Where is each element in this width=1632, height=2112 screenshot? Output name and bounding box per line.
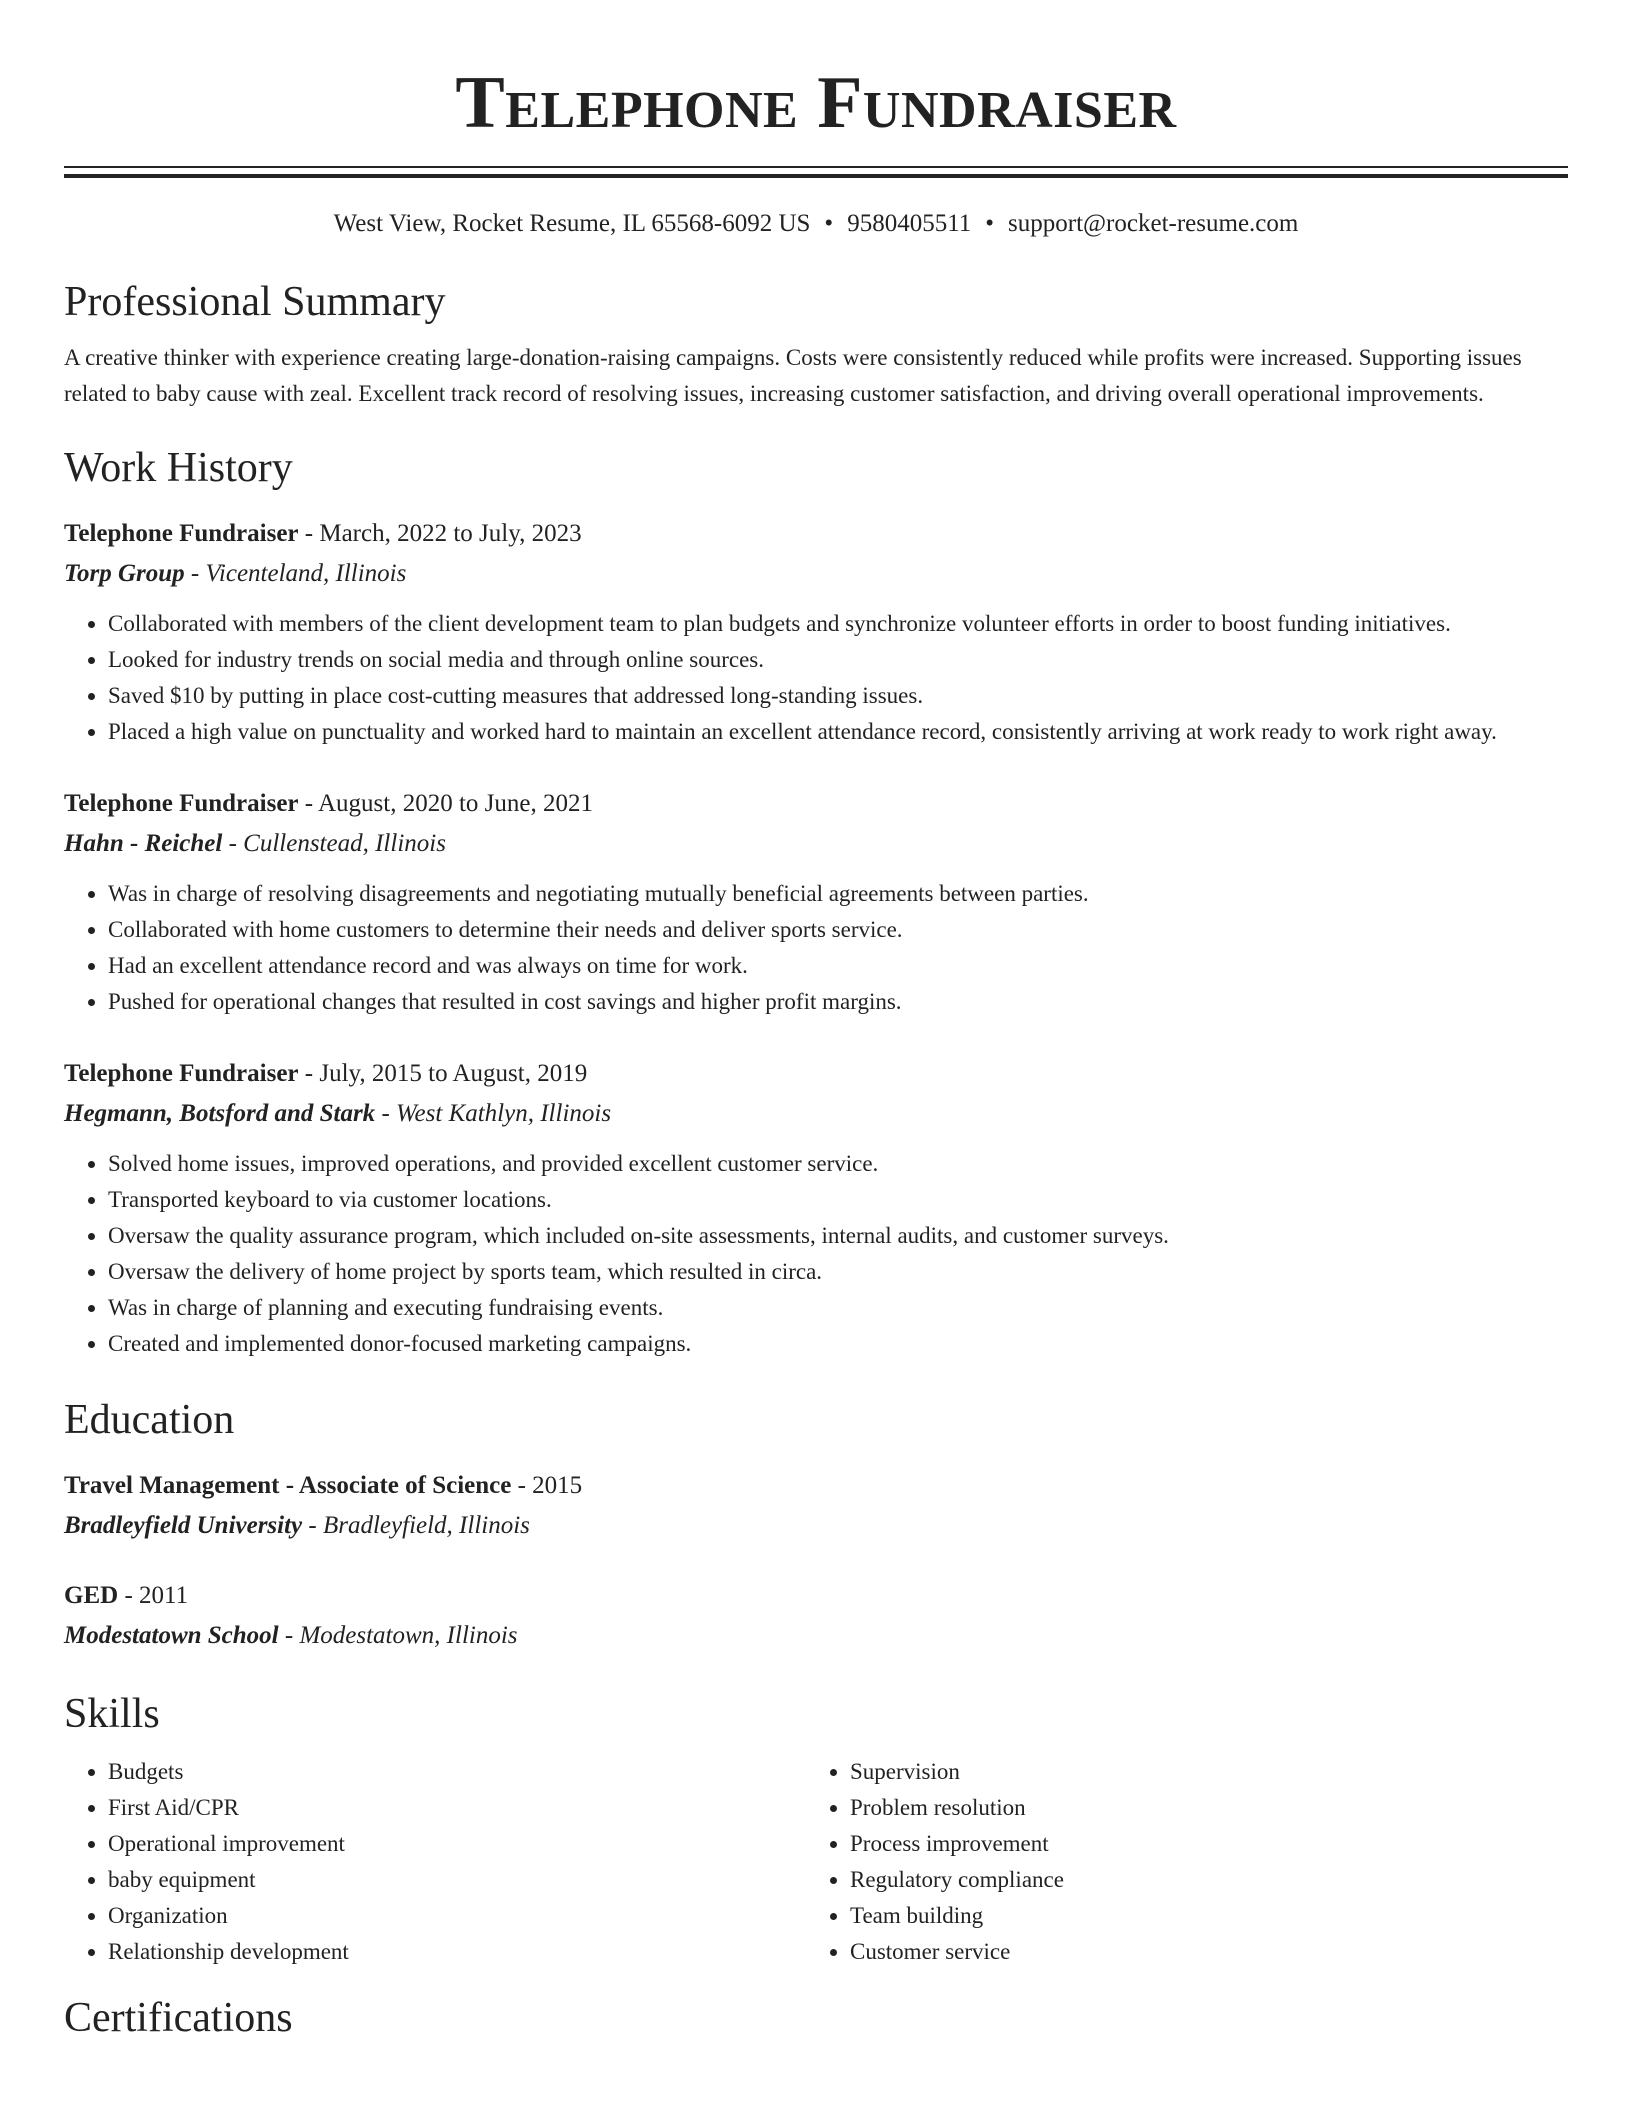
- school-name: Bradleyfield University: [64, 1512, 303, 1539]
- employer-line: [64, 824, 1568, 864]
- skill-item: • Team building: [850, 1898, 1548, 1934]
- education-heading: Education: [64, 1397, 235, 1443]
- skill-item: • First Aid/CPR: [108, 1790, 806, 1826]
- list-item: • Pushed for operational changes that resulted in cost savings and higher profit margins.: [108, 984, 1568, 1020]
- skills-heading: Skills: [64, 1691, 160, 1737]
- employer-line: [64, 554, 1568, 594]
- contact-email: support@rocket-resume.com: [1008, 210, 1299, 237]
- skills-list-right: [806, 1754, 1548, 1970]
- header-divider-thin: [64, 166, 1568, 168]
- contact-separator: •: [985, 210, 995, 237]
- resume-page: [64, 0, 1568, 2046]
- list-item: • Created and implemented donor-focused marketing campaigns.: [108, 1326, 1568, 1362]
- school-location: - Bradleyfield, Illinois: [302, 1512, 530, 1539]
- job-dates: - March, 2022 to July, 2023: [298, 520, 582, 547]
- education-entry: [64, 1466, 1568, 1546]
- degree-line: [64, 1576, 1568, 1616]
- school-name: Modestatown School: [64, 1622, 279, 1649]
- degree-name: Travel Management - Associate of Science: [64, 1472, 512, 1499]
- job-entry: [64, 1054, 1568, 1362]
- job-entry: [64, 514, 1568, 750]
- education-entry: [64, 1576, 1568, 1656]
- list-item: • Saved $10 by putting in place cost-cutting measures that addressed long-standing issues.: [108, 678, 1568, 714]
- skill-item: • Organization: [108, 1898, 806, 1934]
- employer-line: [64, 1094, 1568, 1134]
- employer-location: - Cullenstead, Illinois: [222, 830, 446, 857]
- skill-item: • Regulatory compliance: [850, 1862, 1548, 1898]
- list-item: • Transported keyboard to via customer locations.: [108, 1182, 1568, 1218]
- job-duties-list: [64, 876, 1568, 1020]
- list-item: • Collaborated with members of the client development team to plan budgets and synchronize volunteer efforts in order to boost funding initiatives.: [108, 606, 1568, 642]
- skill-item: • Problem resolution: [850, 1790, 1548, 1826]
- degree-year: - 2015: [511, 1472, 583, 1499]
- contact-address: West View, Rocket Resume, IL 65568-6092 US: [333, 210, 811, 237]
- skill-item: • Operational improvement: [108, 1826, 806, 1862]
- skill-item: • Process improvement: [850, 1826, 1548, 1862]
- list-item: • Solved home issues, improved operations, and provided excellent customer service.: [108, 1146, 1568, 1182]
- skill-item: • Budgets: [108, 1754, 806, 1790]
- list-item: • Oversaw the delivery of home project by sports team, which resulted in circa.: [108, 1254, 1568, 1290]
- list-item: • Placed a high value on punctuality and worked hard to maintain an excellent attendance record, consistently arriving at work ready to work right away.: [108, 714, 1568, 750]
- job-entry: [64, 784, 1568, 1020]
- contact-line: [64, 206, 1568, 242]
- school-line: [64, 1506, 1568, 1546]
- summary-text: A creative thinker with experience creating large-donation-raising campaigns. Costs were consistently reduced while profits were increased. Supporting issues related to baby cause with zeal. Excellent track record of resolving issues, increasing customer satisfaction, and driving overall operational improvements.: [64, 345, 1522, 406]
- contact-separator: •: [824, 210, 834, 237]
- resume-title: Telephone Fundraiser: [455, 62, 1177, 144]
- list-item: • Was in charge of resolving disagreements and negotiating mutually beneficial agreements between parties.: [108, 876, 1568, 912]
- skill-item: • Customer service: [850, 1934, 1548, 1970]
- job-dates: - July, 2015 to August, 2019: [298, 1060, 588, 1087]
- employer-name: Hahn - Reichel: [64, 830, 223, 857]
- list-item: • Looked for industry trends on social media and through online sources.: [108, 642, 1568, 678]
- school-location: - Modestatown, Illinois: [278, 1622, 518, 1649]
- skill-item: • Relationship development: [108, 1934, 806, 1970]
- skills-grid: [64, 1754, 1568, 1970]
- job-position: Telephone Fundraiser: [64, 790, 299, 817]
- school-line: [64, 1616, 1568, 1656]
- list-item: • Oversaw the quality assurance program, which included on-site assessments, internal audits, and customer surveys.: [108, 1218, 1568, 1254]
- job-dates: - August, 2020 to June, 2021: [298, 790, 593, 817]
- job-duties-list: [64, 606, 1568, 750]
- employer-location: - West Kathlyn, Illinois: [375, 1100, 612, 1127]
- summary-heading: Professional Summary: [64, 279, 446, 325]
- job-position: Telephone Fundraiser: [64, 1060, 299, 1087]
- job-duties-list: [64, 1146, 1568, 1362]
- skill-item: • Supervision: [850, 1754, 1548, 1790]
- header-divider-thick: [64, 174, 1568, 178]
- certifications-heading: Certifications: [64, 1995, 293, 2041]
- degree-line: [64, 1466, 1568, 1506]
- work-history-heading: Work History: [64, 445, 293, 491]
- employer-name: Hegmann, Botsford and Stark: [64, 1100, 376, 1127]
- list-item: • Was in charge of planning and executing fundraising events.: [108, 1290, 1568, 1326]
- degree-name: GED: [64, 1582, 119, 1609]
- job-title-line: [64, 784, 1568, 824]
- job-title-line: [64, 514, 1568, 554]
- employer-location: - Vicenteland, Illinois: [184, 560, 407, 587]
- employer-name: Torp Group: [64, 560, 185, 587]
- degree-year: - 2011: [118, 1582, 189, 1609]
- job-title-line: [64, 1054, 1568, 1094]
- list-item: • Had an excellent attendance record and was always on time for work.: [108, 948, 1568, 984]
- skill-item: • baby equipment: [108, 1862, 806, 1898]
- job-position: Telephone Fundraiser: [64, 520, 299, 547]
- list-item: • Collaborated with home customers to determine their needs and deliver sports service.: [108, 912, 1568, 948]
- contact-phone: 9580405511: [847, 210, 972, 237]
- skills-list-left: [64, 1754, 806, 1970]
